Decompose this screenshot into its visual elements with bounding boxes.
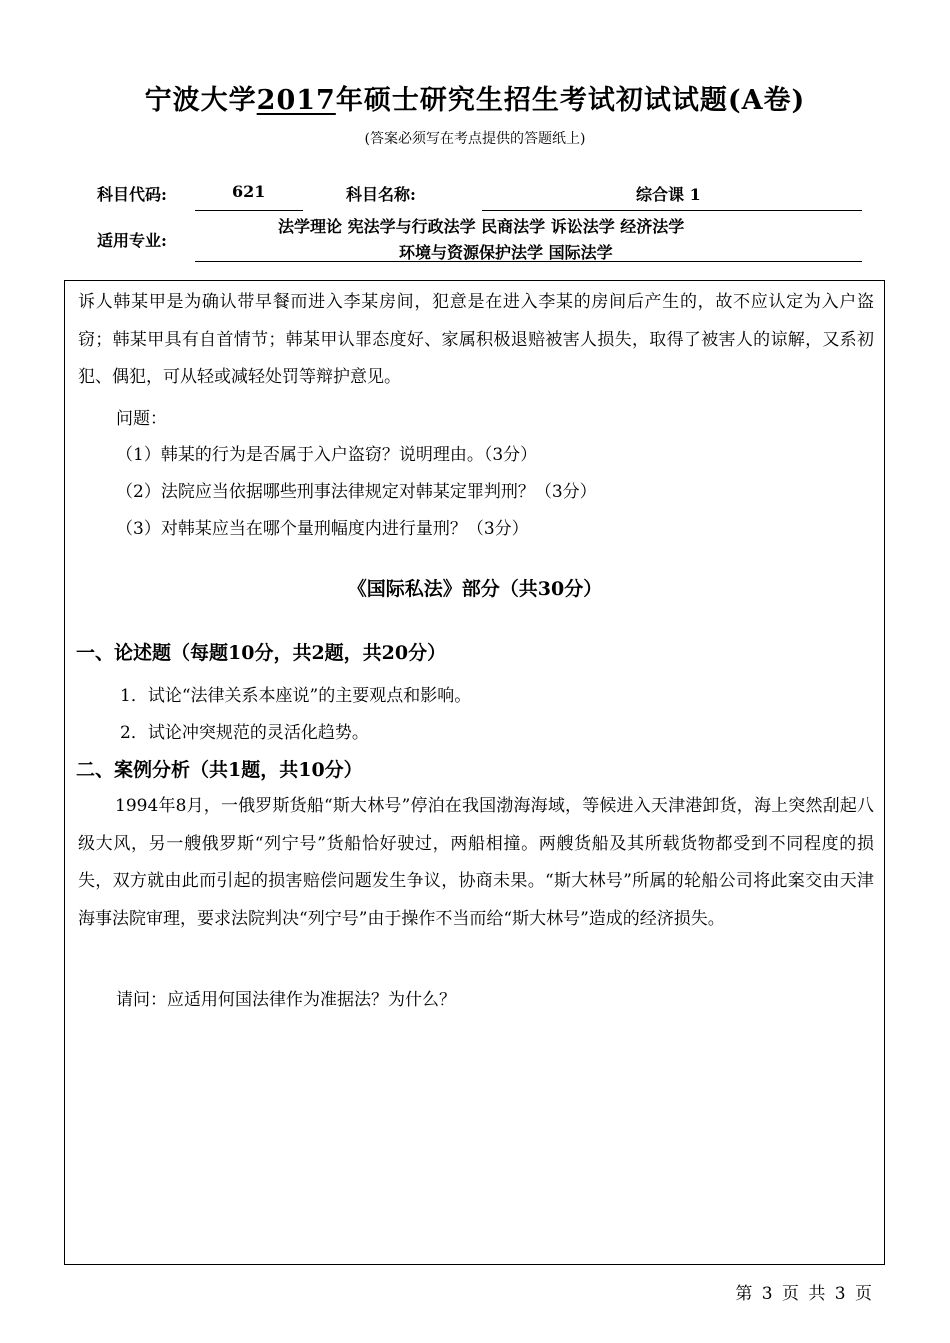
title-suffix: 年硕士研究生招生考试初试试题(A卷) (335, 85, 806, 116)
subject-code-underline (195, 210, 303, 211)
subject-name-value: 综合课 1 (636, 185, 701, 204)
case-question: 请问：应适用何国法律作为准据法？为什么？ (116, 990, 456, 1010)
pil-section-title: 《国际私法》部分（共30分） (347, 578, 603, 600)
majors-line-2: 环境与资源保护法学 国际法学 (399, 243, 613, 262)
essay-item-2: 2．试论冲突规范的灵活化趋势。 (120, 723, 369, 743)
question-2: （2）法院应当依据哪些刑事法律规定对韩某定罪判刑？（3分） (116, 482, 597, 502)
essay-item-1: 1．试论“法律关系本座说”的主要观点和影响。 (120, 686, 472, 706)
majors-line-1: 法学理论 宪法学与行政法学 民商法学 诉讼法学 经济法学 (278, 217, 685, 236)
page-number: 第 3 页 共 3 页 (735, 1284, 872, 1304)
essay-heading: 一、论述题（每题10分，共2题，共20分） (76, 642, 447, 664)
case-paragraph: 1994年8月，一俄罗斯货船“斯大林号”停泊在我国渤海海域，等候进入天津港卸货，海上突然刮起八级大风，另一艘俄罗斯“列宁号”货船恰好驶过，两船相撞。两艘货船及其所载货物都受到不同程度的损失，双方就由此而引起的损害赔偿问题发生争议，协商未果。“斯大林号”所属的轮船公司将此案交由天津海事法院审理，要求法院判决“列宁号”由于操作不当而给“斯大林号”造成的经济损失。 (78, 796, 874, 929)
majors-label: 适用专业: (97, 231, 167, 250)
title-prefix: 宁波大学 (144, 85, 257, 116)
subject-code-value: 621 (232, 182, 266, 201)
question-3: （3）对韩某应当在哪个量刑幅度内进行量刑？（3分） (116, 519, 529, 539)
subject-name-label: 科目名称: (346, 185, 416, 204)
exam-title (0, 78, 950, 117)
case-heading: 二、案例分析（共1题，共10分） (76, 759, 363, 781)
majors-underline (195, 261, 862, 262)
subject-name-underline (482, 210, 862, 211)
answer-instruction: (答案必须写在考点提供的答题纸上) (364, 131, 586, 147)
title-year: 2017 (256, 85, 336, 116)
continued-paragraph: 诉人韩某甲是为确认带早餐而进入李某房间，犯意是在进入李某的房间后产生的，故不应认定为入户盗窃；韩某甲具有自首情节；韩某甲认罪态度好、家属积极退赔被害人损失，取得了被害人的谅解，又系初犯、偶犯，可从轻或减轻处罚等辩护意见。 (78, 292, 874, 387)
questions-label: 问题： (116, 409, 167, 429)
question-1: （1）韩某的行为是否属于入户盗窃？说明理由。（3分） (116, 445, 538, 465)
subject-code-label: 科目代码: (97, 185, 167, 204)
